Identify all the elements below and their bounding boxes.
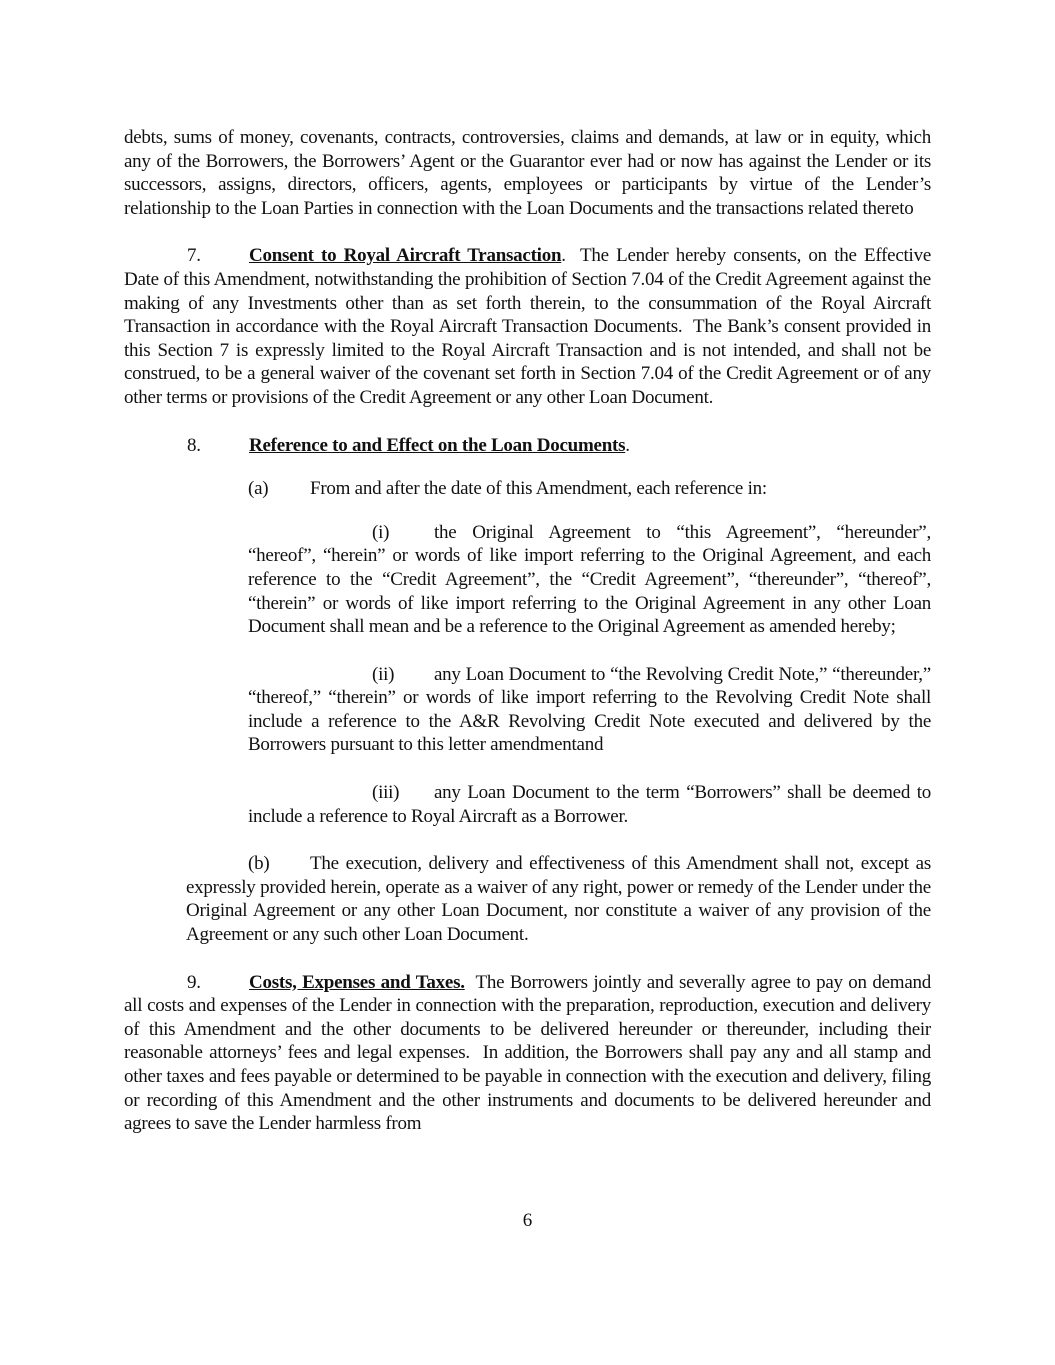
section-9-paragraph xyxy=(124,971,936,1136)
section-8a-label: (a) xyxy=(248,478,269,500)
section-8a-i-label: (i) xyxy=(372,521,390,543)
section-8a-text: From and after the date of this Amendment, each reference in: xyxy=(310,478,767,500)
section-8b-label: (b) xyxy=(248,853,270,875)
section-9-number: 9. xyxy=(187,971,201,993)
section-8b-paragraph xyxy=(186,852,931,946)
page-number: 6 xyxy=(522,1210,533,1231)
section-7-heading: Consent to Royal Aircraft Transaction xyxy=(249,245,562,267)
section-8-heading-line xyxy=(187,434,931,458)
section-9-body: The Borrowers jointly and severally agree to pay on demand all costs and expenses of the Lender in connection with the preparation, reproduction, execution and delivery of this Amendment and the other documents to be delivered hereunder or thereunder, including their reasonable attorneys’ fees and legal expenses. In addition, the Borrowers shall pay any and all stamp and other taxes and fees payable or determined to be payable in connection with the execution and delivery, filing or recording of this Amendment and the other instruments and documents to be delivered hereunder and agrees to save the Lender harmless from xyxy=(124,971,936,1135)
section-7-paragraph xyxy=(124,244,936,409)
section-7-heading-punct: . xyxy=(561,245,566,267)
section-8a-i-text: the Original Agreement to “this Agreement”, “hereunder”, “hereof”, “herein” or words of like import referring to the Original Agreement, and each reference to the “Credit Agreement”, the “Credit Agreement”, “thereunder”, “thereof”, “therein” or words of like import referring to the Original Agreement in any other Loan Document shall mean and be a reference to the Original Agreement as amended hereby; xyxy=(248,521,931,638)
continuation-paragraph: debts, sums of money, covenants, contracts, controversies, claims and demands, at law or in equity, which any of the Borrowers, the Borrowers’ Agent or the Guarantor ever had or now has against the Lender or its successors, assigns, directors, officers, agents, employees or participants by virtue of the Lender’s relationship to the Loan Parties in connection with the Loan Documents and the transactions related thereto xyxy=(124,127,931,219)
section-7-number: 7. xyxy=(187,245,201,267)
section-8-number: 8. xyxy=(187,434,201,456)
section-8a-paragraph xyxy=(248,477,931,501)
section-8-heading: Reference to and Effect on the Loan Documents xyxy=(249,434,626,456)
section-8a-ii-text: any Loan Document to “the Revolving Credit Note,” “thereunder,” “thereof,” “therein” or words of like import referring to the Revolving Credit Note shall include a reference to the A&R Revolving Credit Note executed and delivered by the Borrowers pursuant to this letter amendmentand xyxy=(248,663,931,756)
section-8a-i-paragraph xyxy=(248,521,931,639)
section-8a-iii-text: any Loan Document to the term “Borrowers” shall be deemed to include a reference to Royal Aircraft as a Borrower. xyxy=(248,782,931,827)
section-7-body: The Lender hereby consents, on the Effective Date of this Amendment, notwithstanding the prohibition of Section 7.04 of the Credit Agreement against the making of any Investments other than as set forth therein, to the consummation of the Royal Aircraft Transaction in accordance with the Royal Aircraft Transaction Documents. The Bank’s consent provided in this Section 7 is expressly limited to the Royal Aircraft Transaction and is not intended, and shall not be construed, to be a general waiver of the covenant set forth in Section 7.04 of the Credit Agreement or of any other terms or provisions of the Credit Agreement or any other Loan Document. xyxy=(124,245,936,408)
section-8b-text: The execution, delivery and effectiveness of this Amendment shall not, except as expressly provided herein, operate as a waiver of any right, power or remedy of the Lender under the Original Agreement or any other Loan Document, nor constitute a waiver of any provision of the Agreement or any such other Loan Document. xyxy=(186,853,931,946)
section-8a-iii-paragraph xyxy=(248,781,931,828)
section-9-heading: Costs, Expenses and Taxes. xyxy=(249,971,465,993)
section-8a-iii-label: (iii) xyxy=(372,782,400,804)
document-page xyxy=(124,126,936,1136)
section-8-heading-punct: . xyxy=(625,434,630,456)
section-8a-ii-label: (ii) xyxy=(372,663,395,685)
section-8a-ii-paragraph xyxy=(248,663,931,757)
